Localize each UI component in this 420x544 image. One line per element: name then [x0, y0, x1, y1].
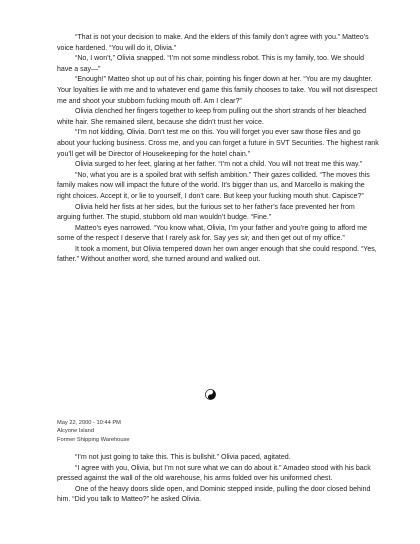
paragraph: One of the heavy doors slide open, and Dominic stepped inside, pulling the door closed behind him. “Did you talk to Matteo?” he asked Olivia.: [57, 485, 371, 504]
scene-heading: [57, 419, 130, 444]
paragraph: Olivia held her fists at her sides, but the furious set to her father’s face prevented her from arguing further. The stupid, stubborn old man wouldn’t budge. “Fine.”: [57, 203, 355, 222]
story-text-block: [57, 453, 379, 506]
paragraph-text: Matteo’s eyes narrowed. “You know what, Olivia, I’m your father and you’re going to afford me some of the respect I deserve that I rarely ask for. Say: [57, 224, 368, 243]
scene-location: Alcyone Island: [57, 428, 94, 435]
paragraph: [57, 224, 379, 245]
paragraph: “I’m not kidding, Olivia. Don’t test me on this. You will forget you ever saw those files and go about your fucking business. Cross me, and you can forget a future in SVT Securities. The highest rank you’ll get will be Director of Housekeeping for the hotel chain.”: [57, 129, 379, 158]
paragraph: Olivia surged to her feet, glaring at her father. “I’m not a child. You will not treat me this way.”: [75, 161, 363, 169]
paragraph: “That is not your decision to make. And the elders of this family don’t agree with you.” Matteo’s voice hardened. “You will do it, Olivia.”: [57, 34, 369, 52]
yin-yang-icon: [205, 389, 216, 400]
paragraph: Olivia clenched her fingers together to keep from pulling out the short strands of her bleached white hair. She remained silent, because she didn’t trust her voice.: [57, 108, 367, 126]
paragraph: “Enough!” Matteo shot up out of his chair, pointing his finger down at her. “You are my daughter. Your loyalties lie with me and to whatever end game this family chooses to take. You will not disrespect me and shoot your stubborn fucking mouth off. Am I clear?”: [57, 76, 378, 105]
scene-timestamp: May 22, 2000 - 10:44 PM: [57, 420, 121, 426]
emphasis-text: yes sir,: [227, 235, 250, 243]
paragraph: “No, I won’t,” Olivia snapped. “I’m not some mindless robot. This is my family, too. We should have a say—”: [57, 55, 365, 73]
paragraph: “I agree with you, Olivia, but I’m not sure what we can do about it.” Amadeo stood with his back pressed against the wall of the old warehouse, his arms folded over his uniformed chest.: [57, 464, 371, 483]
paragraph: “No, what you are is a spoiled brat with selfish ambition.” Their gazes collided. “The moves this family makes now will impact the future of the world. It’s bigger than us, and Marcello is making the right choices. Accept it, or lie to yourself, I don’t care. But keep your fucking mouth shut. Capisce?”: [57, 171, 370, 200]
scene-place: Former Shipping Warehouse: [57, 436, 130, 443]
paragraph-text: and then get out of my office.”: [249, 235, 345, 243]
paragraph: It took a moment, but Olivia tempered down her own anger enough that she could respond. “Yes, father.” Without another word, she turned around and walked out.: [57, 245, 377, 264]
scene-break: [0, 387, 420, 405]
story-text-block: [57, 33, 379, 266]
paragraph: “I’m not just going to take this. This is bullshit.” Olivia paced, agitated.: [75, 454, 291, 461]
